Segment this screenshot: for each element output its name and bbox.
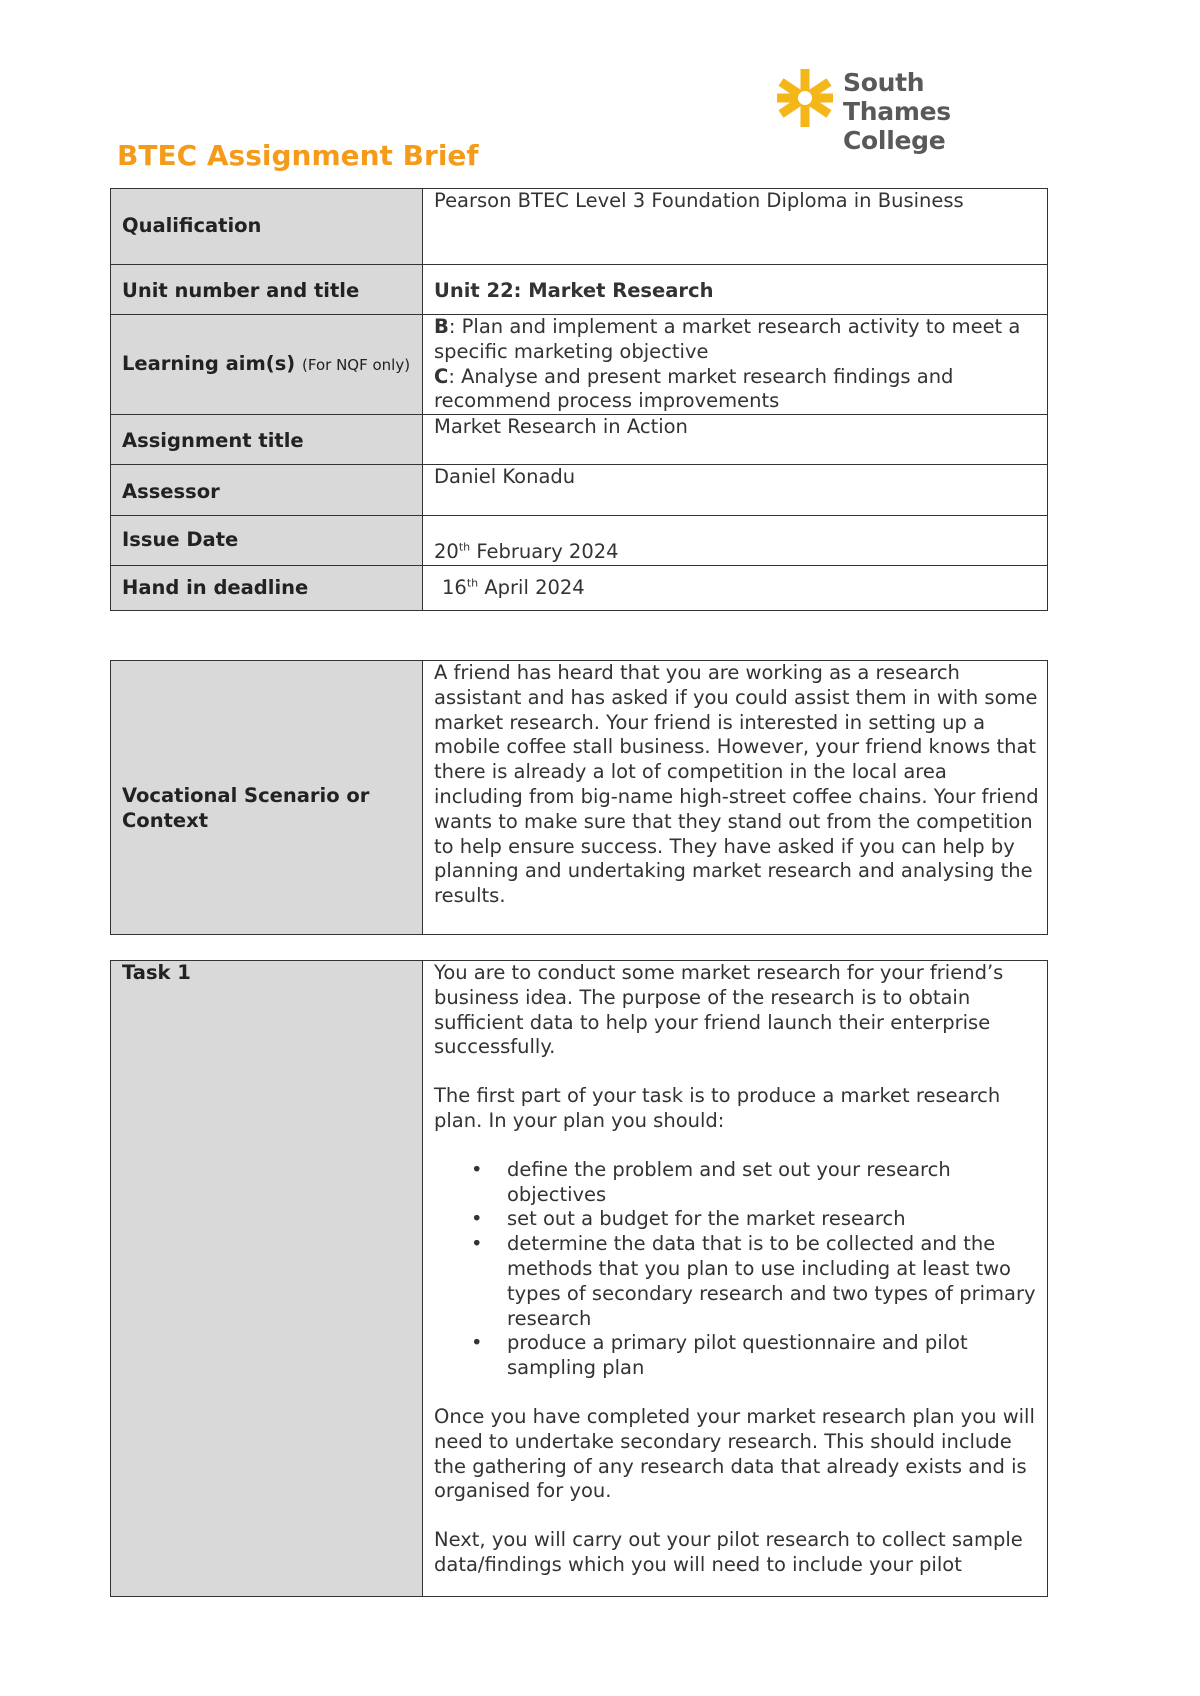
task-table	[110, 960, 1048, 1597]
aim-c-text: : Analyse and present market research findings and recommend process improvements	[434, 364, 954, 413]
learning-aims-row	[111, 315, 1048, 415]
task1-content	[423, 961, 1048, 1597]
deadline-label: Hand in deadline	[111, 566, 423, 611]
assessor-row	[111, 465, 1048, 516]
assignment-title-label: Assignment title	[111, 415, 423, 465]
assessor-value: Daniel Konadu	[423, 465, 1048, 516]
learning-aims-label: Learning aim(s)	[122, 352, 296, 376]
task1-plan-list	[434, 1158, 1039, 1381]
aim-b-letter: B	[434, 315, 449, 338]
task1-next: Next, you will carry out your pilot research to collect sample data/findings which you will need to include your pilot	[434, 1528, 1023, 1576]
deadline-value	[423, 566, 1048, 611]
task1-label: Task 1	[111, 961, 423, 1597]
unit-value: Unit 22: Market Research	[423, 265, 1048, 315]
scenario-row	[111, 661, 1048, 935]
list-item: • determine the data that is to be collected and the methods that you plan to use including at least two types of secondary research and two types of primary research	[507, 1232, 1039, 1331]
assignment-title-value: Market Research in Action	[423, 415, 1048, 465]
learning-aims-value	[423, 315, 1048, 415]
college-logo-text	[843, 68, 1035, 155]
aim-c	[434, 365, 1039, 415]
assessor-label: Assessor	[111, 465, 423, 516]
task1-secondary: Once you have completed your market research plan you will need to undertake secondary research. This should include the gathering of any research data that already exists and is organised for you.	[434, 1404, 1035, 1503]
issue-date-label: Issue Date	[111, 516, 423, 566]
aim-b	[434, 315, 1039, 365]
task1-plan-intro: The first part of your task is to produce a market research plan. In your plan you should:	[434, 1084, 1001, 1132]
list-item: • set out a budget for the market research	[507, 1207, 1039, 1232]
logo-line-2: College	[843, 126, 946, 155]
issue-date-suffix: th	[458, 540, 471, 554]
deadline-suffix: th	[466, 576, 479, 590]
scenario-text: A friend has heard that you are working as a research assistant and has asked if you could assist them in with some market research. Your friend is interested in setting up a mobile coffee stall business. However, your friend knows that there is already a lot of competition in the local area including from big-name high-street coffee chains. Your friend wants to make sure that they stand out from the competition to help ensure success. They have asked if you can help by planning and undertaking market research and analysing the results.	[423, 661, 1048, 935]
aim-b-text: : Plan and implement a market research activity to meet a specific marketing objective	[434, 315, 1021, 363]
issue-date-rest: February 2024	[470, 540, 619, 564]
aim-c-letter: C	[434, 364, 449, 388]
list-item: • define the problem and set out your research objectives	[507, 1158, 1039, 1208]
deadline-rest: April 2024	[478, 575, 585, 599]
qualification-row	[111, 189, 1048, 265]
task1-intro: You are to conduct some market research for your friend’s business idea. The purpose of the research is to obtain sufficient data to help your friend launch their enterprise successfully.	[434, 961, 1004, 1059]
issue-date-day: 20	[434, 540, 459, 564]
assignment-title-row	[111, 415, 1048, 465]
unit-row	[111, 265, 1048, 315]
learning-aims-label-cell	[111, 315, 423, 415]
college-star-icon	[775, 66, 835, 130]
deadline-day: 16	[442, 575, 467, 599]
unit-label: Unit number and title	[111, 265, 423, 315]
scenario-table	[110, 660, 1048, 935]
issue-date-value	[423, 516, 1048, 566]
scenario-label: Vocational Scenario or Context	[111, 661, 423, 935]
qualification-value: Pearson BTEC Level 3 Foundation Diploma in Business	[423, 189, 1048, 265]
document-title: BTEC Assignment Brief	[117, 139, 479, 172]
learning-aims-note: (For NQF only)	[302, 356, 411, 375]
assignment-info-table	[110, 188, 1048, 611]
issue-date-row	[111, 516, 1048, 566]
list-item: • produce a primary pilot questionnaire and pilot sampling plan	[507, 1331, 1039, 1381]
college-logo	[775, 66, 1035, 155]
task1-row	[111, 961, 1048, 1597]
deadline-row	[111, 566, 1048, 611]
logo-line-1: South Thames	[843, 68, 951, 126]
qualification-label: Qualification	[111, 189, 423, 265]
